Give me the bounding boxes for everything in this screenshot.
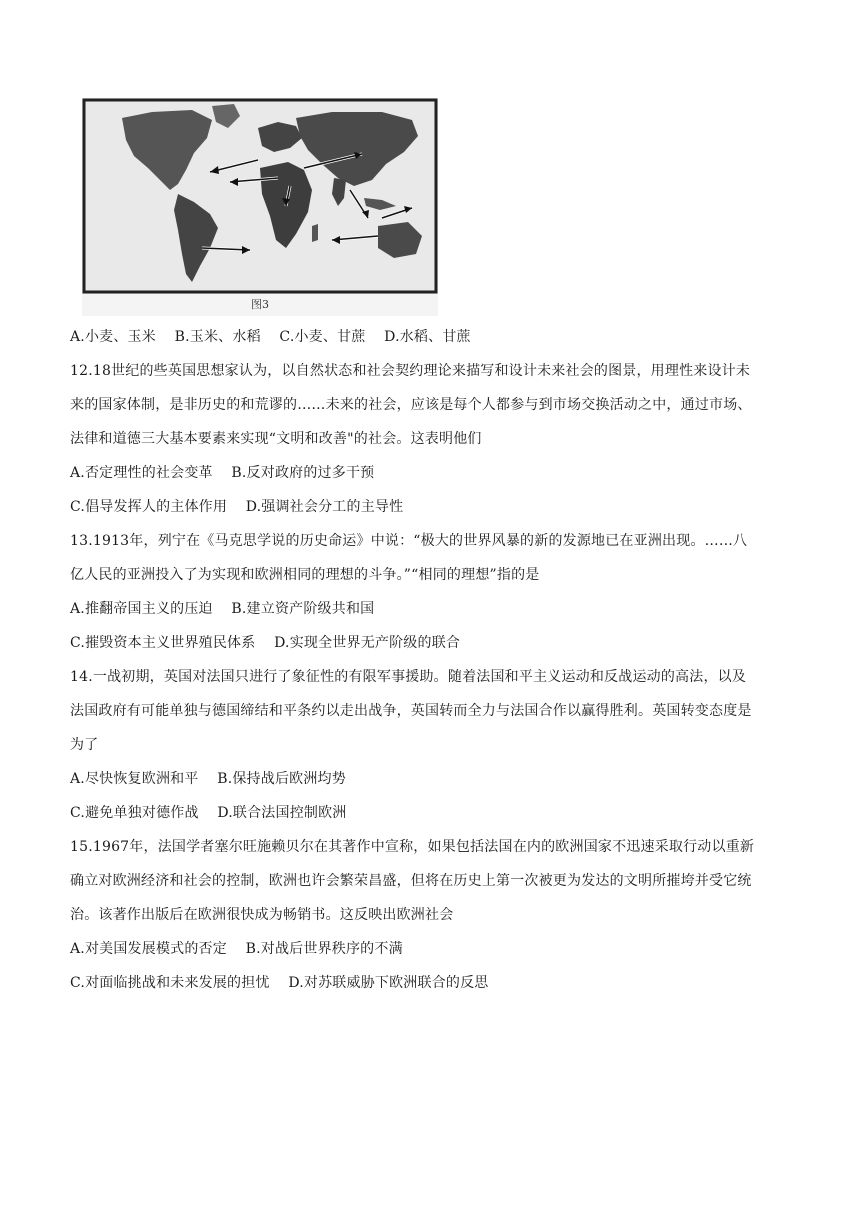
- q13-stem-line-2: 亿人民的亚洲投入了为实现和欧洲相同的理想的斗争。”“相同的理想”指的是: [70, 567, 540, 583]
- q14-option-d[interactable]: D.联合法国控制欧洲: [217, 805, 347, 821]
- q12-option-d[interactable]: D.强调社会分工的主导性: [245, 499, 404, 515]
- q14-stem-line-1: 14.一战初期，英国对法国只进行了象征性的有限军事援助。随着法国和平主义运动和反战运动的高法，以及: [70, 669, 747, 685]
- q14-option-a[interactable]: A.尽快恢复欧洲和平: [70, 771, 199, 787]
- q12-stem-line-3: 法律和道德三大基本要素来实现“文明和改善"的社会。这表明他们: [70, 431, 482, 447]
- q13-option-c[interactable]: C.摧毁资本主义世界殖民体系: [70, 635, 256, 651]
- q15-stem-line-2: 确立对欧洲经济和社会的控制，欧洲也许会繁荣昌盛，但将在历史上第一次被更为发达的文明所摧垮并受它统: [70, 873, 752, 889]
- q11-option-b[interactable]: B.玉米、水稻: [174, 329, 261, 345]
- q15-option-a[interactable]: A.对美国发展模式的否定: [70, 941, 227, 957]
- figure-caption: 图3: [251, 298, 269, 311]
- q12-option-b[interactable]: B.反对政府的过多干预: [231, 465, 375, 481]
- q13-option-b[interactable]: B.建立资产阶级共和国: [231, 601, 375, 617]
- q12-stem-line-1: 12.18世纪的些英国思想家认为，以自然状态和社会契约理论来描写和设计未来社会的图景，用理性来设计未: [70, 363, 751, 379]
- q15-stem-line-1: 15.1967年，法国学者塞尔旺施赖贝尔在其著作中宣称，如果包括法国在内的欧洲国家不迅速采取行动以重新: [70, 839, 755, 855]
- q11-option-c[interactable]: C.小麦、甘蔗: [279, 329, 366, 345]
- q13-option-a[interactable]: A.推翻帝国主义的压迫: [70, 601, 213, 617]
- q15-options-row-1: [70, 939, 403, 959]
- q13-stem-line-1: 13.1913年，列宁在《马克思学说的历史命运》中说：“极大的世界风暴的新的发源地已在亚洲出现。……八: [70, 533, 748, 549]
- q15-options-row-2: [70, 973, 489, 993]
- q14-stem-line-2: 法国政府有可能单独与德国缔结和平条约以走出战争，英国转而全力与法国合作以赢得胜利。英国转变态度是: [70, 703, 752, 719]
- world-map-figure: [82, 98, 438, 316]
- q14-stem-line-3: 为了: [70, 737, 99, 753]
- q15-option-d[interactable]: D.对苏联威胁下欧洲联合的反思: [288, 975, 489, 991]
- q15-option-b[interactable]: B.对战后世界秩序的不满: [245, 941, 403, 957]
- q14-option-b[interactable]: B.保持战后欧洲均势: [217, 771, 346, 787]
- q14-options-row-2: [70, 803, 347, 823]
- q13-options-row-2: [70, 633, 460, 653]
- q14-option-c[interactable]: C.避免单独对德作战: [70, 805, 199, 821]
- q12-option-a[interactable]: A.否定理性的社会变革: [70, 465, 213, 481]
- q15-option-c[interactable]: C.对面临挑战和未来发展的担忧: [70, 975, 270, 991]
- q12-options-row-2: [70, 497, 403, 517]
- q12-options-row-1: [70, 463, 374, 483]
- q12-option-c[interactable]: C.倡导发挥人的主体作用: [70, 499, 228, 515]
- world-map-image: [82, 98, 438, 294]
- q12-stem-line-2: 来的国家体制，是非历史的和荒谬的……未来的社会，应该是每个人都参与到市场交换活动之中，通过市场、: [70, 397, 752, 413]
- q13-options-row-1: [70, 599, 374, 619]
- q11-option-a[interactable]: A.小麦、玉米: [70, 329, 156, 345]
- q13-option-d[interactable]: D.实现全世界无产阶级的联合: [274, 635, 461, 651]
- q14-options-row-1: [70, 769, 346, 789]
- q15-stem-line-3: 治。该著作出版后在欧洲很快成为畅销书。这反映出欧洲社会: [70, 907, 454, 923]
- q11-options: [70, 327, 471, 347]
- q11-option-d[interactable]: D.水稻、甘蔗: [384, 329, 471, 345]
